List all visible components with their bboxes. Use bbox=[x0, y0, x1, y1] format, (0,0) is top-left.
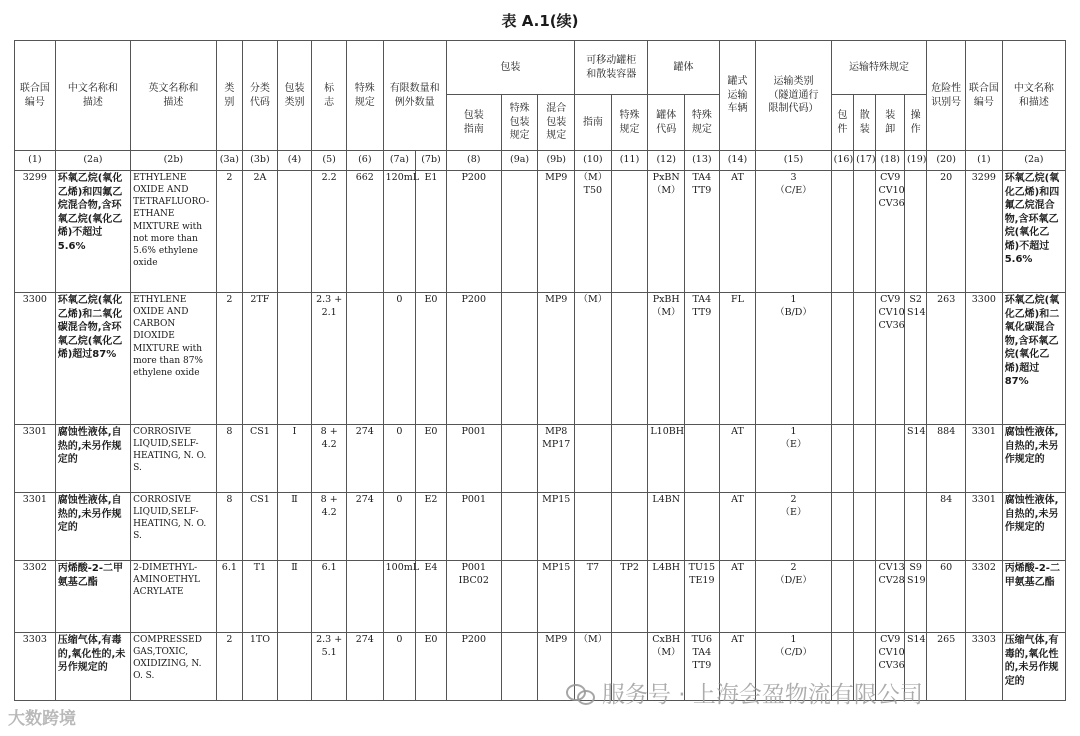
cell-packages bbox=[831, 493, 853, 561]
cell-operation: S14 bbox=[904, 633, 926, 701]
cell-tank-special-prov: TP2 bbox=[611, 561, 648, 633]
cell-tank-special bbox=[685, 493, 720, 561]
header-tank-special: 特殊 规定 bbox=[685, 95, 720, 151]
cell-tank-vehicle: AT bbox=[719, 171, 756, 293]
cell-loading bbox=[876, 493, 905, 561]
cell-un-number-right: 3300 bbox=[966, 293, 1003, 425]
column-number: (1) bbox=[966, 151, 1003, 171]
column-number: (9b) bbox=[538, 151, 575, 171]
column-number: (7a) bbox=[383, 151, 416, 171]
cell-mixed-pack: MP9 bbox=[538, 633, 575, 701]
cell-bulk bbox=[854, 293, 876, 425]
cell-tank-code: L4BH bbox=[648, 561, 685, 633]
cell-special-pack bbox=[501, 171, 538, 293]
cell-name-en: CORROSIVE LIQUID,SELF-HEATING, N. O. S. bbox=[131, 493, 217, 561]
header-hazard-id: 危险性 识别号 bbox=[927, 41, 966, 151]
cell-limited-qty: 0 bbox=[383, 425, 416, 493]
cell-un-number-right: 3301 bbox=[966, 425, 1003, 493]
cell-hazard-id: 60 bbox=[927, 561, 966, 633]
header-name-en: 英文名称和 描述 bbox=[131, 41, 217, 151]
cell-hazard-id: 263 bbox=[927, 293, 966, 425]
cell-excepted-qty: E4 bbox=[416, 561, 447, 633]
cell-hazard-id: 265 bbox=[927, 633, 966, 701]
cell-tank-special: TU15 TE19 bbox=[685, 561, 720, 633]
cell-operation: S2 S14 bbox=[904, 293, 926, 425]
column-number: (1) bbox=[15, 151, 56, 171]
cell-loading: CV9 CV10 CV36 bbox=[876, 171, 905, 293]
cell-transport-category: 2 （D/E） bbox=[756, 561, 831, 633]
cell-packages bbox=[831, 561, 853, 633]
column-number: (13) bbox=[685, 151, 720, 171]
header-name-zh: 中文名称和 描述 bbox=[55, 41, 130, 151]
column-number: (16) bbox=[831, 151, 853, 171]
cell-limited-qty: 0 bbox=[383, 293, 416, 425]
cell-un-number: 3303 bbox=[15, 633, 56, 701]
column-number: (14) bbox=[719, 151, 756, 171]
header-tank: 罐体 bbox=[648, 41, 719, 95]
cell-class: 6.1 bbox=[216, 561, 242, 633]
cell-un-number: 3300 bbox=[15, 293, 56, 425]
cell-special-provisions: 274 bbox=[346, 425, 383, 493]
header-special-provisions: 特殊 规定 bbox=[346, 41, 383, 151]
column-number: (2a) bbox=[55, 151, 130, 171]
cell-tank-special: TU6 TA4 TT9 bbox=[685, 633, 720, 701]
column-number: (4) bbox=[277, 151, 312, 171]
cell-mixed-pack: MP9 bbox=[538, 171, 575, 293]
header-bulk: 散 装 bbox=[854, 95, 876, 151]
cell-tank-vehicle: FL bbox=[719, 293, 756, 425]
cell-name-zh: 丙烯酸-2-二甲氨基乙酯 bbox=[55, 561, 130, 633]
cell-class: 8 bbox=[216, 425, 242, 493]
cell-loading bbox=[876, 425, 905, 493]
table-row bbox=[15, 493, 1066, 561]
cell-tank-instructions bbox=[575, 493, 612, 561]
cell-operation bbox=[904, 493, 926, 561]
watermark-right bbox=[566, 676, 923, 709]
cell-name-zh: 腐蚀性液体,自热的,未另作规定的 bbox=[55, 493, 130, 561]
cell-packages bbox=[831, 171, 853, 293]
column-number: (12) bbox=[648, 151, 685, 171]
cell-bulk bbox=[854, 493, 876, 561]
cell-excepted-qty: E2 bbox=[416, 493, 447, 561]
column-number: (7b) bbox=[416, 151, 447, 171]
column-number: (11) bbox=[611, 151, 648, 171]
cell-packing-group: Ⅱ bbox=[277, 561, 312, 633]
cell-labels: 2.3 + 2.1 bbox=[312, 293, 347, 425]
header-class-code: 分类 代码 bbox=[243, 41, 278, 151]
cell-packages bbox=[831, 293, 853, 425]
cell-excepted-qty: E0 bbox=[416, 425, 447, 493]
table-row bbox=[15, 561, 1066, 633]
cell-name-en: ETHYLENE OXIDE AND TETRAFLUORO-ETHANE MIXTURE with not more than 5.6% ethylene oxide bbox=[131, 171, 217, 293]
wechat-icon bbox=[566, 682, 596, 704]
dangerous-goods-table bbox=[14, 40, 1066, 701]
cell-name-zh: 环氧乙烷(氧化乙烯)和二氧化碳混合物,含环氧乙烷(氧化乙烯)超过87% bbox=[55, 293, 130, 425]
header-un-no-right: 联合国 编号 bbox=[966, 41, 1003, 151]
cell-special-provisions: 662 bbox=[346, 171, 383, 293]
cell-labels: 8 + 4.2 bbox=[312, 425, 347, 493]
header-limited-qty: 有限数量和 例外数量 bbox=[383, 41, 446, 151]
cell-special-pack bbox=[501, 633, 538, 701]
cell-tank-special-prov bbox=[611, 425, 648, 493]
cell-class: 8 bbox=[216, 493, 242, 561]
header-un-no: 联合国 编号 bbox=[15, 41, 56, 151]
cell-special-provisions bbox=[346, 293, 383, 425]
column-number: (2a) bbox=[1002, 151, 1065, 171]
column-number-row bbox=[15, 151, 1066, 171]
cell-tank-special-prov bbox=[611, 293, 648, 425]
cell-class-code: T1 bbox=[243, 561, 278, 633]
cell-loading: CV13 CV28 bbox=[876, 561, 905, 633]
cell-packing-group bbox=[277, 293, 312, 425]
column-number: (18) bbox=[876, 151, 905, 171]
cell-name-en: COMPRESSED GAS,TOXIC, OXIDIZING, N. O. S. bbox=[131, 633, 217, 701]
watermark-right-text: 服务号 · 上海会盈物流有限公司 bbox=[602, 682, 923, 708]
header-packaging: 包装 bbox=[446, 41, 574, 95]
cell-transport-category: 1 （B/D） bbox=[756, 293, 831, 425]
cell-pack-instr: P200 bbox=[446, 171, 501, 293]
cell-hazard-id: 20 bbox=[927, 171, 966, 293]
header-mixed-pack: 混合 包装 规定 bbox=[538, 95, 575, 151]
cell-transport-category: 3 （C/E） bbox=[756, 171, 831, 293]
cell-tank-code: CxBH （M） bbox=[648, 633, 685, 701]
cell-un-number-right: 3299 bbox=[966, 171, 1003, 293]
cell-un-number-right: 3303 bbox=[966, 633, 1003, 701]
cell-packages bbox=[831, 425, 853, 493]
cell-loading: CV9 CV10 CV36 bbox=[876, 633, 905, 701]
cell-bulk bbox=[854, 171, 876, 293]
cell-tank-code: PxBN （M） bbox=[648, 171, 685, 293]
cell-class-code: 2TF bbox=[243, 293, 278, 425]
cell-transport-category: 1 （C/D） bbox=[756, 633, 831, 701]
cell-name-zh: 压缩气体,有毒的,氧化性的,未另作规定的 bbox=[55, 633, 130, 701]
cell-tank-special-prov bbox=[611, 171, 648, 293]
cell-operation: S14 bbox=[904, 425, 926, 493]
cell-pack-instr: P001 IBC02 bbox=[446, 561, 501, 633]
cell-labels: 2.3 + 5.1 bbox=[312, 633, 347, 701]
cell-mixed-pack: MP8 MP17 bbox=[538, 425, 575, 493]
cell-limited-qty: 0 bbox=[383, 633, 416, 701]
cell-name-en: ETHYLENE OXIDE AND CARBON DIOXIDE MIXTURE with more than 87% ethylene oxide bbox=[131, 293, 217, 425]
cell-un-number: 3302 bbox=[15, 561, 56, 633]
cell-operation bbox=[904, 171, 926, 293]
cell-mixed-pack: MP15 bbox=[538, 561, 575, 633]
cell-name-zh: 腐蚀性液体,自热的,未另作规定的 bbox=[55, 425, 130, 493]
cell-tank-instructions: T7 bbox=[575, 561, 612, 633]
cell-excepted-qty: E0 bbox=[416, 293, 447, 425]
column-number: (17) bbox=[854, 151, 876, 171]
cell-pack-instr: P001 bbox=[446, 425, 501, 493]
cell-tank-instructions: （M） bbox=[575, 293, 612, 425]
cell-transport-category: 2 （E） bbox=[756, 493, 831, 561]
header-name-zh-right: 中文名称 和描述 bbox=[1002, 41, 1065, 151]
column-number: (3a) bbox=[216, 151, 242, 171]
header-row-1 bbox=[15, 41, 1066, 95]
cell-hazard-id: 84 bbox=[927, 493, 966, 561]
cell-excepted-qty: E1 bbox=[416, 171, 447, 293]
header-special-prov2: 特殊 规定 bbox=[611, 95, 648, 151]
header-instructions: 指南 bbox=[575, 95, 612, 151]
table-row bbox=[15, 293, 1066, 425]
cell-pack-instr: P200 bbox=[446, 633, 501, 701]
column-number: (15) bbox=[756, 151, 831, 171]
cell-tank-vehicle: AT bbox=[719, 425, 756, 493]
cell-special-provisions: 274 bbox=[346, 633, 383, 701]
cell-packing-group: I bbox=[277, 425, 312, 493]
cell-bulk bbox=[854, 561, 876, 633]
cell-mixed-pack: MP9 bbox=[538, 293, 575, 425]
cell-tank-instructions: （M） bbox=[575, 633, 612, 701]
column-number: (5) bbox=[312, 151, 347, 171]
cell-pack-instr: P001 bbox=[446, 493, 501, 561]
cell-un-number: 3301 bbox=[15, 425, 56, 493]
cell-excepted-qty: E0 bbox=[416, 633, 447, 701]
cell-tank-vehicle: AT bbox=[719, 561, 756, 633]
cell-tank-special bbox=[685, 425, 720, 493]
cell-name-zh-right: 丙烯酸-2-二甲氨基乙酯 bbox=[1002, 561, 1065, 633]
cell-tank-instructions bbox=[575, 425, 612, 493]
cell-tank-code: PxBH （M） bbox=[648, 293, 685, 425]
column-number: (20) bbox=[927, 151, 966, 171]
cell-name-en: CORROSIVE LIQUID,SELF-HEATING, N. O. S. bbox=[131, 425, 217, 493]
cell-tank-vehicle: AT bbox=[719, 633, 756, 701]
cell-tank-special-prov bbox=[611, 493, 648, 561]
cell-class-code: 2A bbox=[243, 171, 278, 293]
page-title: 表 A.1(续) bbox=[501, 12, 579, 30]
header-packing-group: 包装 类别 bbox=[277, 41, 312, 151]
cell-pack-instr: P200 bbox=[446, 293, 501, 425]
cell-un-number: 3299 bbox=[15, 171, 56, 293]
column-number: (3b) bbox=[243, 151, 278, 171]
cell-tank-instructions: （M） T50 bbox=[575, 171, 612, 293]
cell-hazard-id: 884 bbox=[927, 425, 966, 493]
cell-tank-code: L4BN bbox=[648, 493, 685, 561]
column-number: (6) bbox=[346, 151, 383, 171]
cell-tank-code: L10BH bbox=[648, 425, 685, 493]
cell-special-pack bbox=[501, 425, 538, 493]
cell-special-pack bbox=[501, 293, 538, 425]
cell-transport-category: 1 （E） bbox=[756, 425, 831, 493]
cell-un-number-right: 3301 bbox=[966, 493, 1003, 561]
column-number: (9a) bbox=[501, 151, 538, 171]
header-tank-vehicle: 罐式 运输 车辆 bbox=[719, 41, 756, 151]
cell-packing-group: Ⅱ bbox=[277, 493, 312, 561]
cell-name-en: 2-DIMETHYL-AMINOETHYL ACRYLATE bbox=[131, 561, 217, 633]
cell-packing-group bbox=[277, 633, 312, 701]
cell-name-zh-right: 腐蚀性液体,自热的,未另作规定的 bbox=[1002, 425, 1065, 493]
header-pack-instr: 包装 指南 bbox=[446, 95, 501, 151]
header-class: 类 别 bbox=[216, 41, 242, 151]
cell-class: 2 bbox=[216, 171, 242, 293]
cell-bulk bbox=[854, 425, 876, 493]
column-number: (8) bbox=[446, 151, 501, 171]
cell-limited-qty: 0 bbox=[383, 493, 416, 561]
cell-name-zh-right: 环氧乙烷(氧化乙烯)和二氧化碳混合物,含环氧乙烷(氧化乙烯)超过87% bbox=[1002, 293, 1065, 425]
column-number: (19) bbox=[904, 151, 926, 171]
header-special-pack: 特殊 包装 规定 bbox=[501, 95, 538, 151]
watermark-left: 大数跨境 bbox=[8, 709, 76, 729]
cell-special-provisions bbox=[346, 561, 383, 633]
cell-name-zh-right: 腐蚀性液体,自热的,未另作规定的 bbox=[1002, 493, 1065, 561]
header-portable-tank: 可移动罐柜 和散装容器 bbox=[575, 41, 648, 95]
cell-class-code: 1TO bbox=[243, 633, 278, 701]
cell-name-zh-right: 环氧乙烷(氧化乙烯)和四氟乙烷混合物,含环氧乙烷(氧化乙烯)不超过5.6% bbox=[1002, 171, 1065, 293]
cell-special-pack bbox=[501, 493, 538, 561]
cell-special-provisions: 274 bbox=[346, 493, 383, 561]
cell-labels: 8 + 4.2 bbox=[312, 493, 347, 561]
header-packages: 包 件 bbox=[831, 95, 853, 151]
table-row bbox=[15, 425, 1066, 493]
cell-name-zh-right: 压缩气体,有毒的,氧化性的,未另作规定的 bbox=[1002, 633, 1065, 701]
column-number: (10) bbox=[575, 151, 612, 171]
cell-loading: CV9 CV10 CV36 bbox=[876, 293, 905, 425]
cell-labels: 6.1 bbox=[312, 561, 347, 633]
cell-limited-qty: 100mL bbox=[383, 561, 416, 633]
cell-class-code: CS1 bbox=[243, 493, 278, 561]
cell-tank-special: TA4 TT9 bbox=[685, 293, 720, 425]
cell-mixed-pack: MP15 bbox=[538, 493, 575, 561]
cell-limited-qty: 120mL bbox=[383, 171, 416, 293]
cell-tank-special: TA4 TT9 bbox=[685, 171, 720, 293]
cell-name-zh: 环氧乙烷(氧化乙烯)和四氟乙烷混合物,含环氧乙烷(氧化乙烯)不超过5.6% bbox=[55, 171, 130, 293]
cell-class: 2 bbox=[216, 293, 242, 425]
cell-labels: 2.2 bbox=[312, 171, 347, 293]
column-number: (2b) bbox=[131, 151, 217, 171]
cell-packing-group bbox=[277, 171, 312, 293]
cell-operation: S9 S19 bbox=[904, 561, 926, 633]
header-tank-code: 罐体 代码 bbox=[648, 95, 685, 151]
table-row bbox=[15, 171, 1066, 293]
cell-un-number-right: 3302 bbox=[966, 561, 1003, 633]
cell-class-code: CS1 bbox=[243, 425, 278, 493]
header-labels: 标 志 bbox=[312, 41, 347, 151]
cell-special-pack bbox=[501, 561, 538, 633]
cell-tank-vehicle: AT bbox=[719, 493, 756, 561]
header-transport-special: 运输特殊规定 bbox=[831, 41, 927, 95]
cell-un-number: 3301 bbox=[15, 493, 56, 561]
cell-class: 2 bbox=[216, 633, 242, 701]
header-operation: 操 作 bbox=[904, 95, 926, 151]
header-loading: 装 卸 bbox=[876, 95, 905, 151]
header-transport-category: 运输类别 （隧道通行 限制代码） bbox=[756, 41, 831, 151]
